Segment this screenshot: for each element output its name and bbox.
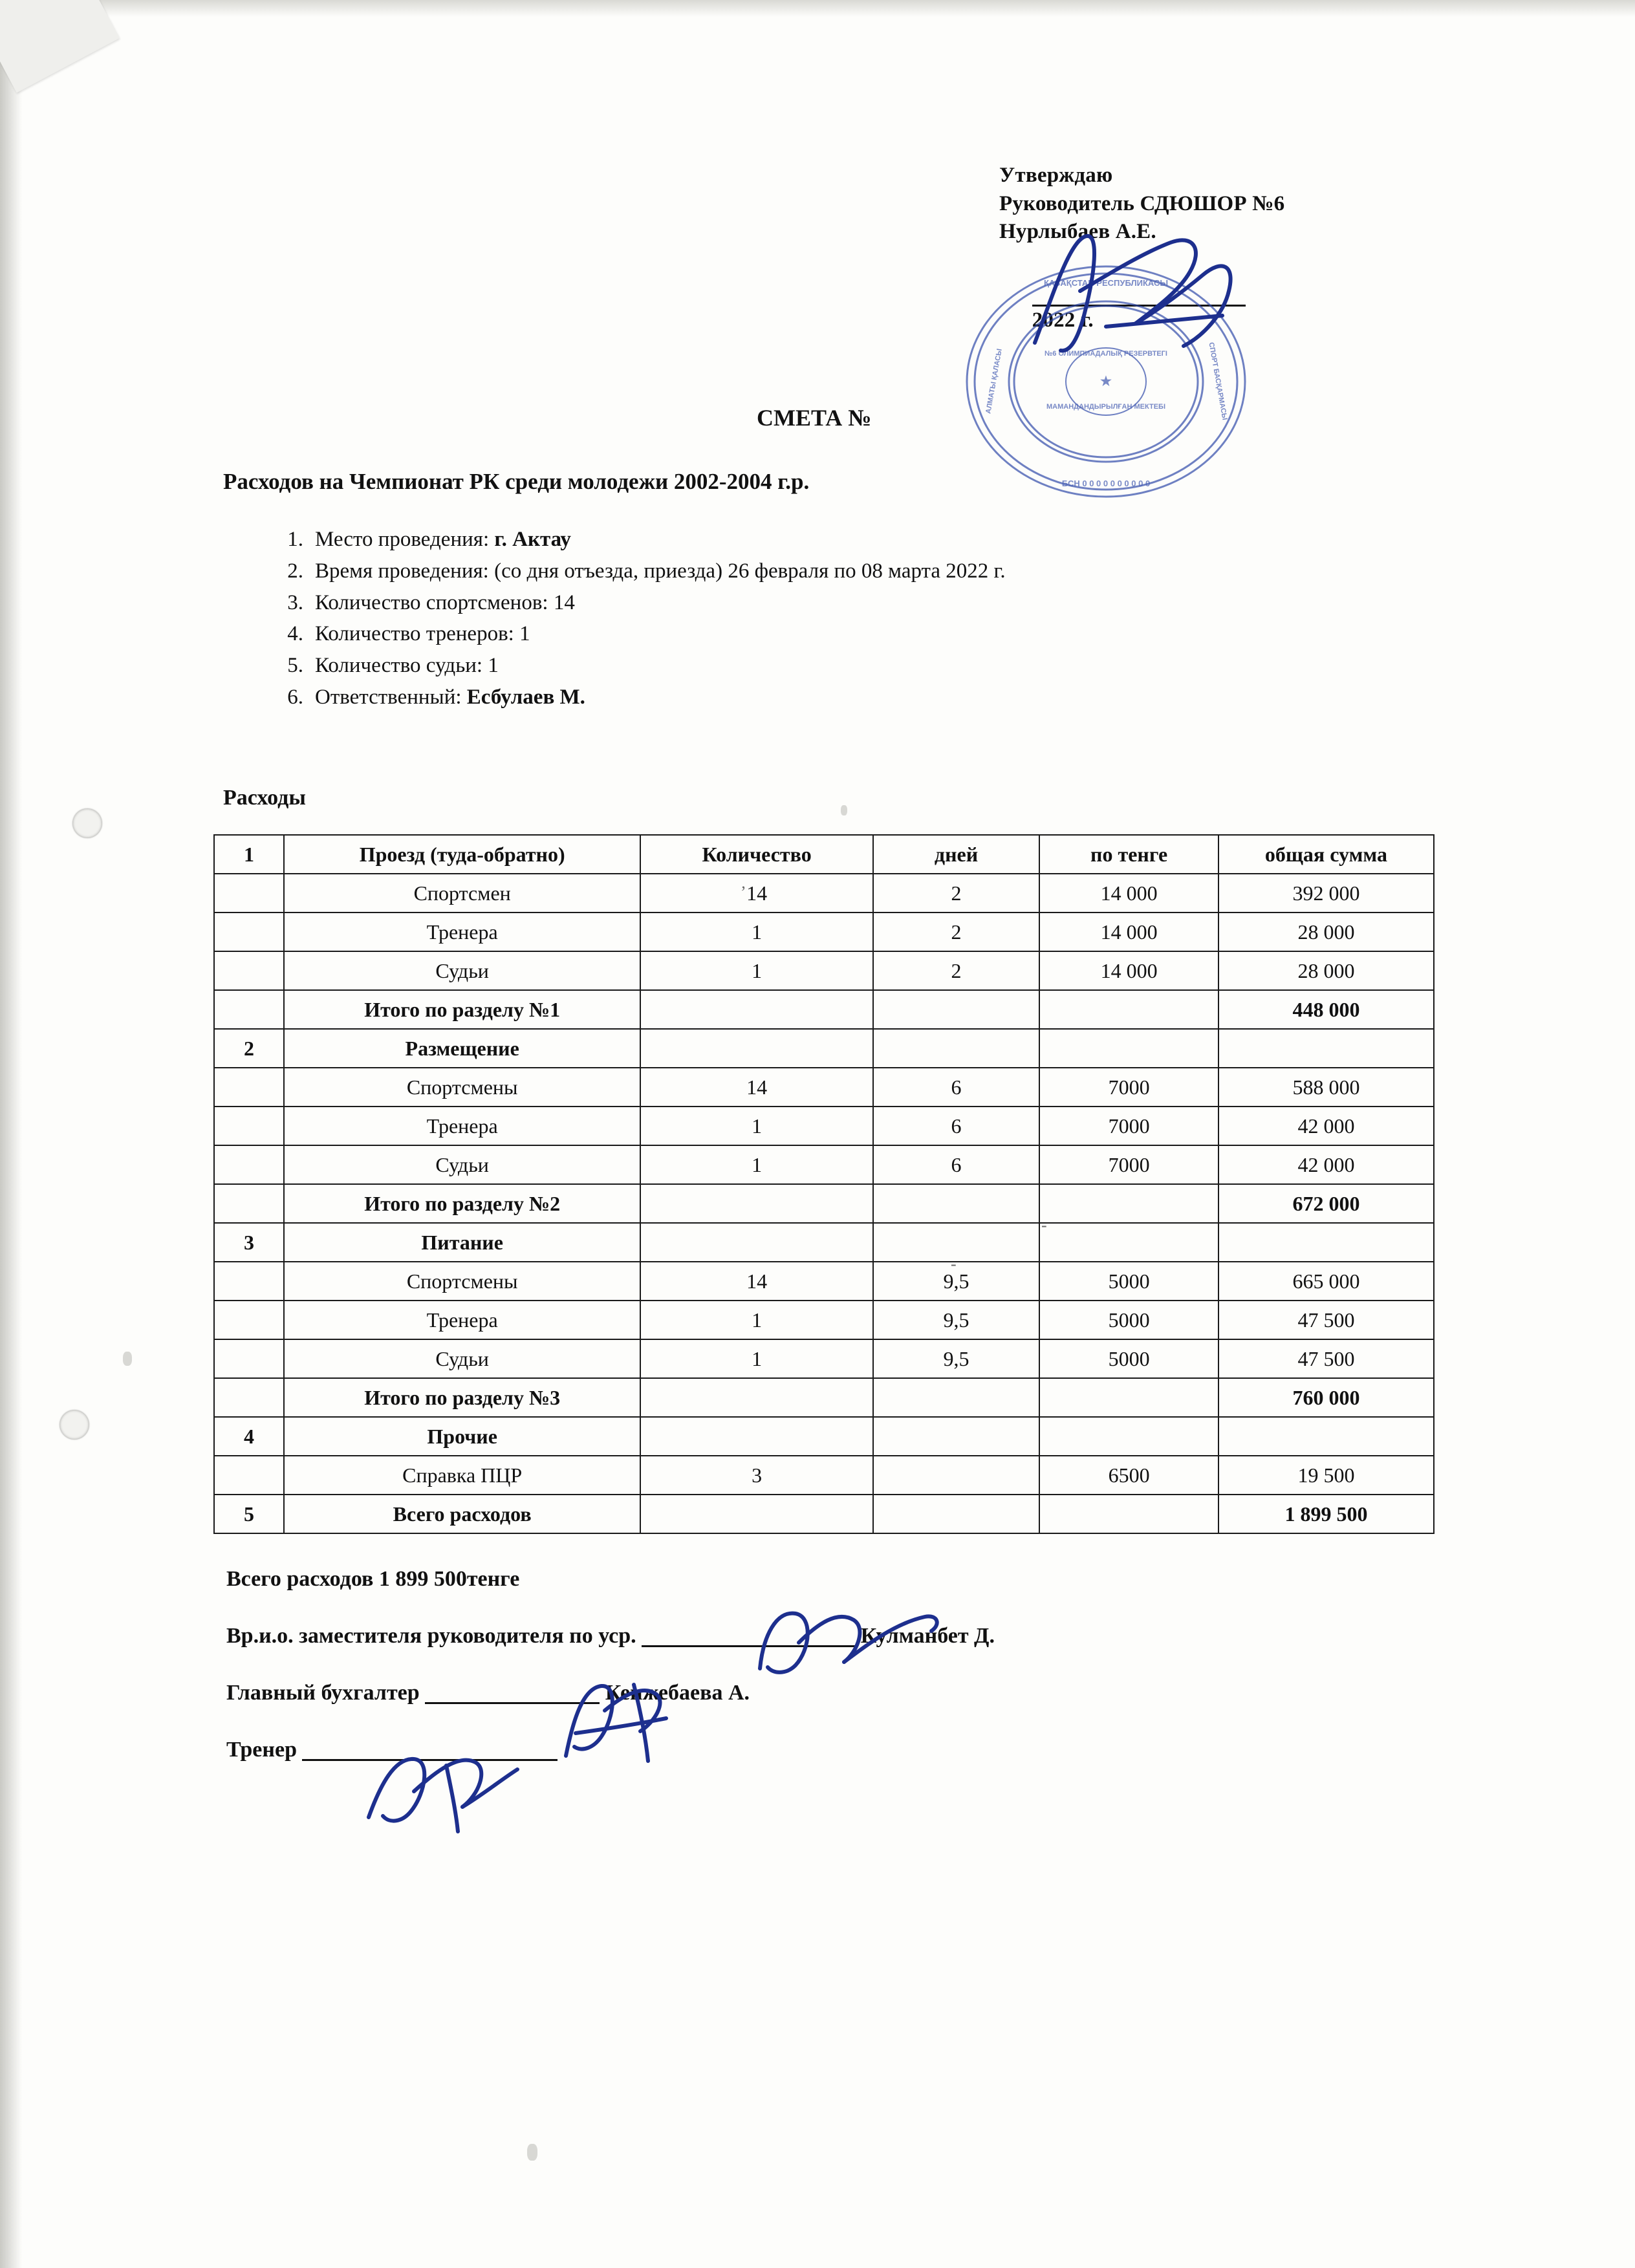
cell-num: 5 [214, 1495, 284, 1533]
svg-text:АЛМАТЫ ҚАЛАСЫ: АЛМАТЫ ҚАЛАСЫ [984, 348, 1004, 415]
cell-name: Питание [284, 1223, 640, 1262]
list-item-value: Есбулаев М. [466, 686, 585, 709]
approval-year: 2022 г. [1032, 308, 1094, 332]
cell-total [1218, 1417, 1434, 1456]
scan-speck [123, 1352, 132, 1366]
cell-total [1218, 1029, 1434, 1068]
deputy-label: Вр.и.о. заместителя руководителя по уср. [226, 1624, 636, 1648]
approval-word: Утверждаю [999, 164, 1113, 187]
cell-num [214, 990, 284, 1029]
cell-days: 2 [873, 951, 1039, 990]
cell-total: 28 000 [1218, 913, 1434, 951]
list-item-value: 1 [519, 622, 530, 646]
budget-table [213, 834, 1435, 1534]
cell-rate: 5000 [1039, 1262, 1218, 1301]
cell-rate [1039, 1184, 1218, 1223]
cell-days: 6 [873, 1107, 1039, 1145]
cell-days: 9,5 [873, 1262, 1039, 1301]
cell-name: Итого по разделу №3 [284, 1378, 640, 1417]
cell-rate: 14 000 [1039, 913, 1218, 951]
list-item-text [315, 556, 1006, 587]
cell-rate: 14 000 [1039, 951, 1218, 990]
cell-days [873, 990, 1039, 1029]
header-cell-rate: по тенге [1039, 835, 1218, 874]
cell-num [214, 1456, 284, 1495]
cell-qty: 1 [640, 913, 872, 951]
cell-rate: 14 000 [1039, 874, 1218, 913]
cell-total: 47 500 [1218, 1339, 1434, 1378]
cell-num: 3 [214, 1223, 284, 1262]
cell-days [873, 1378, 1039, 1417]
cell-num [214, 1301, 284, 1339]
accountant-name: Кенжебаева А. [605, 1681, 750, 1705]
cell-days: 2 [873, 913, 1039, 951]
cell-num [214, 913, 284, 951]
cell-days [873, 1417, 1039, 1456]
official-round-stamp [957, 259, 1255, 504]
cell-qty: 14 [640, 1262, 872, 1301]
list-item-number: 3. [287, 590, 303, 614]
expenses-heading: Расходы [223, 786, 306, 810]
info-list [268, 524, 1006, 713]
cell-days [873, 1456, 1039, 1495]
cell-total: 672 000 [1218, 1184, 1434, 1223]
list-item-label: Количество спортсменов: [315, 590, 548, 614]
list-item-number: 1. [287, 528, 303, 551]
cell-num [214, 1378, 284, 1417]
cell-qty: 3 [640, 1456, 872, 1495]
list-item-label: Количество судьи: [315, 654, 483, 678]
cell-num: 2 [214, 1029, 284, 1068]
cell-qty: 14 [640, 1068, 872, 1107]
cell-name: Судьи [284, 1145, 640, 1184]
cell-name: Судьи [284, 1339, 640, 1378]
cell-name: Итого по разделу №1 [284, 990, 640, 1029]
cell-qty [640, 1029, 872, 1068]
table-row [214, 1301, 1434, 1339]
list-item [268, 556, 1006, 587]
list-item-number: 5. [287, 654, 303, 678]
svg-text:№6 ОЛИМПИАДАЛЫҚ РЕЗЕРВТЕГІ: №6 ОЛИМПИАДАЛЫҚ РЕЗЕРВТЕГІ [1045, 350, 1167, 358]
cell-name: Тренера [284, 1301, 640, 1339]
cell-num [214, 1262, 284, 1301]
header-cell-qty: Количество [640, 835, 872, 874]
svg-text:МАМАНДАНДЫРЫЛҒАН МЕКТЕБІ: МАМАНДАНДЫРЫЛҒАН МЕКТЕБІ [1046, 403, 1165, 411]
approval-role: Руководитель СДЮШОР №6 [999, 191, 1285, 215]
cell-qty [640, 1417, 872, 1456]
cell-total: 42 000 [1218, 1107, 1434, 1145]
cell-rate: 5000 [1039, 1301, 1218, 1339]
table-header-row [214, 835, 1434, 874]
cell-name: Итого по разделу №2 [284, 1184, 640, 1223]
scan-folded-corner [0, 0, 120, 92]
table-row [214, 1223, 1434, 1262]
cell-rate: 7000 [1039, 1068, 1218, 1107]
cell-num: 4 [214, 1417, 284, 1456]
list-item-text [315, 524, 571, 556]
scan-edge-left [0, 0, 22, 2268]
svg-text:СПОРТ БАСҚАРМАСЫ: СПОРТ БАСҚАРМАСЫ [1207, 341, 1229, 421]
deputy-name: Кулманбет Д. [860, 1624, 995, 1648]
table-row [214, 1456, 1434, 1495]
cell-total: 588 000 [1218, 1068, 1434, 1107]
cell-rate: 5000 [1039, 1339, 1218, 1378]
list-item-text [315, 618, 530, 650]
cell-rate: 7000 [1039, 1145, 1218, 1184]
table-row [214, 1107, 1434, 1145]
accountant-signature-line [425, 1683, 600, 1704]
table-row [214, 951, 1434, 990]
cell-total: 760 000 [1218, 1378, 1434, 1417]
header-cell-days: дней [873, 835, 1039, 874]
cell-qty [640, 1495, 872, 1533]
scan-speck [841, 805, 847, 815]
list-item-value: 14 [553, 590, 575, 614]
cell-rate [1039, 1417, 1218, 1456]
list-item-label: Количество тренеров: [315, 622, 514, 646]
list-item-number: 6. [287, 686, 303, 709]
cell-days: 6 [873, 1145, 1039, 1184]
cell-total: 392 000 [1218, 874, 1434, 913]
header-cell-name: Проезд (туда-обратно) [284, 835, 640, 874]
cell-num [214, 1339, 284, 1378]
cell-rate: 7000 [1039, 1107, 1218, 1145]
cell-rate [1039, 1495, 1218, 1533]
cell-num [214, 1068, 284, 1107]
page-subtitle: Расходов на Чемпионат РК среди молодежи 2002-2004 г.р. [223, 469, 810, 494]
deputy-signature-row [226, 1625, 995, 1647]
cell-num [214, 951, 284, 990]
table-row [214, 913, 1434, 951]
cell-total: 28 000 [1218, 951, 1434, 990]
cell-rate [1039, 1223, 1218, 1262]
signature-block [226, 1568, 995, 1796]
list-item [268, 682, 1006, 713]
list-item-value: (со дня отъезда, приезда) 26 февраля по 08 марта 2022 г. [494, 559, 1006, 583]
list-item-value: 1 [488, 654, 499, 678]
scan-speck [527, 2144, 537, 2161]
trainer-label: Тренер [226, 1738, 297, 1762]
cell-total: 448 000 [1218, 990, 1434, 1029]
list-item-label: Ответственный: [315, 686, 462, 709]
header-cell-num: 1 [214, 835, 284, 874]
cell-qty [640, 990, 872, 1029]
cell-name: Спортсмен [284, 874, 640, 913]
cell-qty: 1 [640, 951, 872, 990]
stray-pen-mark: - [1041, 1216, 1047, 1235]
cell-num [214, 874, 284, 913]
cell-total: 42 000 [1218, 1145, 1434, 1184]
cell-days: 6 [873, 1068, 1039, 1107]
table-row [214, 1068, 1434, 1107]
deputy-signature-line [642, 1626, 855, 1647]
cell-days: 2 [873, 874, 1039, 913]
stray-pen-mark: ʼ [741, 883, 746, 902]
list-item-label: Время проведения: [315, 559, 489, 583]
list-item [268, 587, 1006, 619]
scan-edge-top [0, 0, 1635, 17]
cell-qty: 1 [640, 1301, 872, 1339]
cell-name: Всего расходов [284, 1495, 640, 1533]
cell-qty [640, 1184, 872, 1223]
accountant-label: Главный бухгалтер [226, 1681, 420, 1705]
svg-text:БСН 0 0 0 0 0 0 0 0 0 0: БСН 0 0 0 0 0 0 0 0 0 0 [1061, 479, 1151, 488]
cell-total [1218, 1223, 1434, 1262]
list-item [268, 618, 1006, 650]
cell-qty [640, 1378, 872, 1417]
cell-days [873, 1495, 1039, 1533]
cell-qty: 14 [640, 874, 872, 913]
list-item [268, 650, 1006, 682]
cell-qty: 1 [640, 1339, 872, 1378]
cell-name: Справка ПЦР [284, 1456, 640, 1495]
accountant-signature-row [226, 1682, 995, 1704]
cell-name: Спортсмены [284, 1068, 640, 1107]
cell-qty [640, 1223, 872, 1262]
table-row [214, 1262, 1434, 1301]
cell-name: Спортсмены [284, 1262, 640, 1301]
list-item-number: 4. [287, 622, 303, 646]
table-row [214, 990, 1434, 1029]
svg-text:ҚАЗАҚСТАН РЕСПУБЛИКАСЫ: ҚАЗАҚСТАН РЕСПУБЛИКАСЫ [1043, 278, 1169, 288]
cell-rate: 6500 [1039, 1456, 1218, 1495]
trainer-signature-row [226, 1739, 995, 1761]
table-row [214, 1029, 1434, 1068]
table-row [214, 1184, 1434, 1223]
list-item-text [315, 682, 585, 713]
table-row [214, 1145, 1434, 1184]
cell-name: Размещение [284, 1029, 640, 1068]
cell-days [873, 1029, 1039, 1068]
cell-name: Тренера [284, 1107, 640, 1145]
punch-hole [60, 1410, 89, 1440]
approval-name: Нурлыбаев А.Е. [999, 220, 1156, 244]
cell-name: Судьи [284, 951, 640, 990]
cell-total: 1 899 500 [1218, 1495, 1434, 1533]
cell-qty: 1 [640, 1107, 872, 1145]
cell-num [214, 1184, 284, 1223]
cell-name: Тренера [284, 913, 640, 951]
table-row [214, 1339, 1434, 1378]
cell-rate [1039, 1378, 1218, 1417]
cell-rate [1039, 990, 1218, 1029]
header-cell-total: общая сумма [1218, 835, 1434, 874]
punch-hole [72, 808, 102, 838]
table-row [214, 874, 1434, 913]
cell-days: 9,5 [873, 1301, 1039, 1339]
list-item-number: 2. [287, 559, 303, 583]
cell-total: 47 500 [1218, 1301, 1434, 1339]
cell-num [214, 1107, 284, 1145]
cell-qty: 1 [640, 1145, 872, 1184]
svg-text:★: ★ [1100, 374, 1112, 389]
list-item [268, 524, 1006, 556]
cell-total: 19 500 [1218, 1456, 1434, 1495]
cell-name: Прочие [284, 1417, 640, 1456]
cell-num [214, 1145, 284, 1184]
cell-days [873, 1184, 1039, 1223]
list-item-text [315, 587, 575, 619]
footer-total-line: Всего расходов 1 899 500тенге [226, 1567, 520, 1591]
list-item-value: г. Актау [494, 528, 571, 551]
list-item-text [315, 650, 499, 682]
trainer-signature-line [302, 1740, 558, 1761]
table-row [214, 1417, 1434, 1456]
cell-days: 9,5 [873, 1339, 1039, 1378]
page-title: СМЕТА № [757, 405, 872, 431]
table-row [214, 1495, 1434, 1533]
list-item-label: Место проведения: [315, 528, 490, 551]
cell-rate [1039, 1029, 1218, 1068]
cell-total: 665 000 [1218, 1262, 1434, 1301]
table-row [214, 1378, 1434, 1417]
stray-pen-mark: - [951, 1255, 957, 1273]
